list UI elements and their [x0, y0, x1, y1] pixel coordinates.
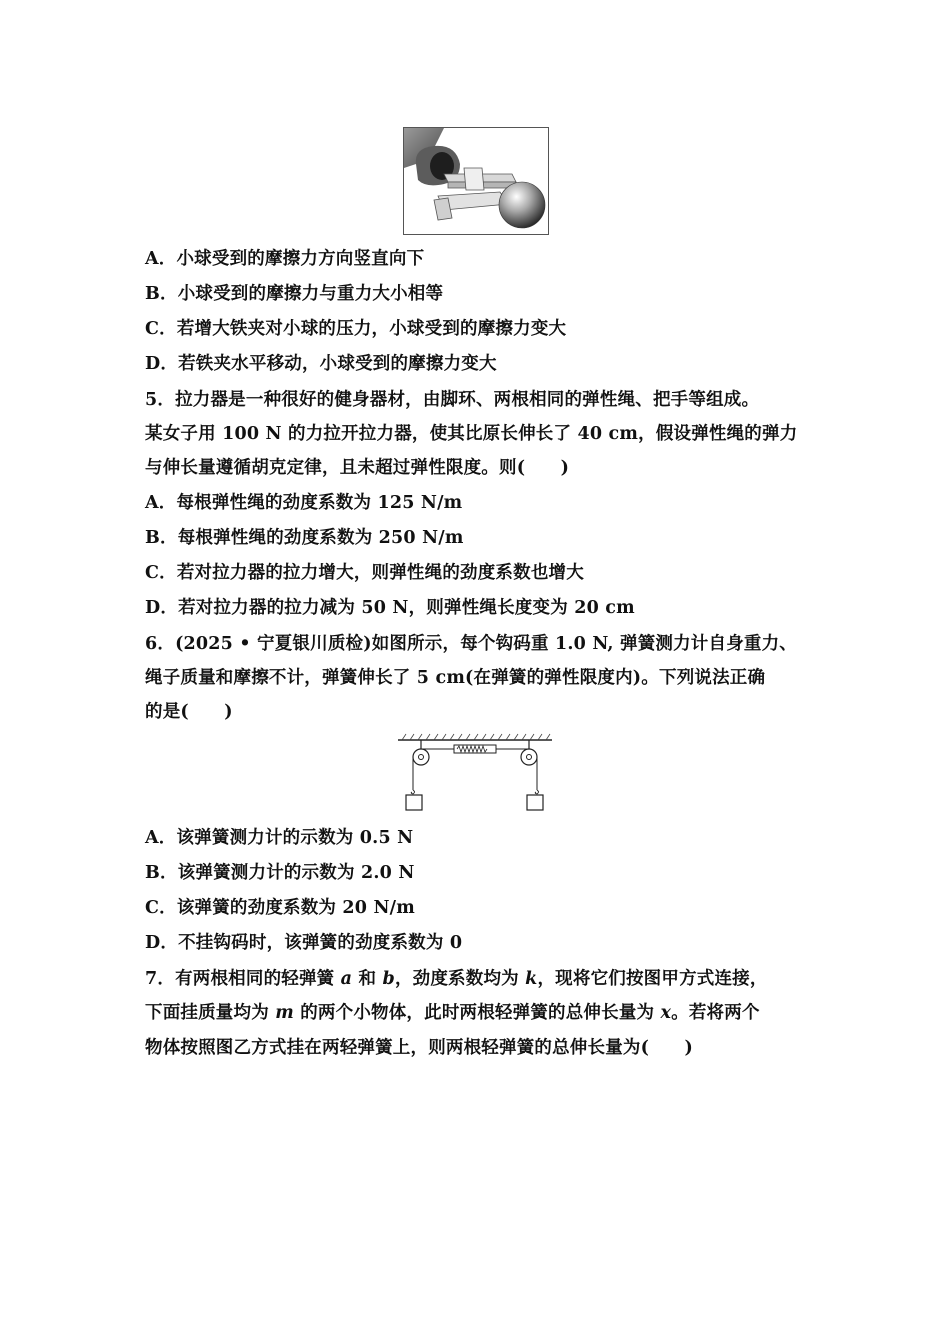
variable-x: x — [660, 1003, 672, 1023]
q7-stem-line2 — [145, 1001, 760, 1025]
q5-option-d: D．若对拉力器的拉力减为 50 N，则弹性绳长度变为 20 cm — [145, 598, 635, 618]
q7-text: 的两个小物体，此时两根轻弹簧的总伸长量为 — [293, 1003, 661, 1023]
q6-stem-line3: 的是( ) — [145, 702, 233, 722]
variable-m: m — [275, 1003, 294, 1023]
q7-stem-line3: 物体按照图乙方式挂在两轻弹簧上，则两根轻弹簧的总伸长量为( ) — [145, 1038, 693, 1058]
q4-option-a: A．小球受到的摩擦力方向竖直向下 — [145, 249, 425, 269]
q7-text: 。若将两个 — [671, 1003, 760, 1023]
q7-text: 和 — [352, 969, 383, 989]
q6-stem-line2: 绳子质量和摩擦不计，弹簧伸长了 5 cm(在弹簧的弹性限度内)。下列说法正确 — [145, 668, 766, 688]
q5-option-b: B．每根弹性绳的劲度系数为 250 N/m — [145, 528, 464, 548]
q4-option-d: D．若铁夹水平移动，小球受到的摩擦力变大 — [145, 354, 497, 374]
q4-option-b: B．小球受到的摩擦力与重力大小相等 — [145, 284, 444, 304]
q6-option-a: A．该弹簧测力计的示数为 0.5 N — [145, 828, 414, 848]
q7-text: ，劲度系数均为 — [394, 969, 526, 989]
q6-option-b: B．该弹簧测力计的示数为 2.0 N — [145, 863, 415, 883]
q5-stem-line3: 与伸长量遵循胡克定律，且未超过弹性限度。则( ) — [145, 458, 570, 478]
q6-stem-line1: 6．(2025 • 宁夏银川质检)如图所示，每个钩码重 1.0 N, 弹簧测力计自身重力、 — [145, 634, 798, 654]
q6-option-c: C．该弹簧的劲度系数为 20 N/m — [145, 898, 415, 918]
clamp-ball-illustration — [404, 128, 548, 234]
spring-balance-pulley-figure — [396, 730, 554, 814]
q5-option-c: C．若对拉力器的拉力增大，则弹性绳的劲度系数也增大 — [145, 563, 584, 583]
q7-text: 7．有两根相同的轻弹簧 — [145, 969, 341, 989]
q5-stem-line2: 某女子用 100 N 的力拉开拉力器，使其比原长伸长了 40 cm，假设弹性绳的弹力 — [145, 424, 798, 444]
variable-k: k — [525, 969, 538, 989]
q7-text: 下面挂质量均为 — [145, 1003, 276, 1023]
q7-stem-line1 — [145, 967, 768, 991]
q5-stem-line1: 5．拉力器是一种很好的健身器材，由脚环、两根相同的弹性绳、把手等组成。 — [145, 390, 760, 410]
clamp-ball-figure — [403, 127, 549, 235]
spring-balance-pulley-diagram — [396, 730, 554, 814]
q4-option-c: C．若增大铁夹对小球的压力，小球受到的摩擦力变大 — [145, 319, 567, 339]
q6-option-d: D．不挂钩码时，该弹簧的劲度系数为 0 — [145, 933, 463, 953]
variable-b: b — [382, 969, 395, 989]
q7-text: ，现将它们按图甲方式连接， — [537, 969, 768, 989]
variable-a: a — [340, 969, 353, 989]
q5-option-a: A．每根弹性绳的劲度系数为 125 N/m — [145, 493, 463, 513]
